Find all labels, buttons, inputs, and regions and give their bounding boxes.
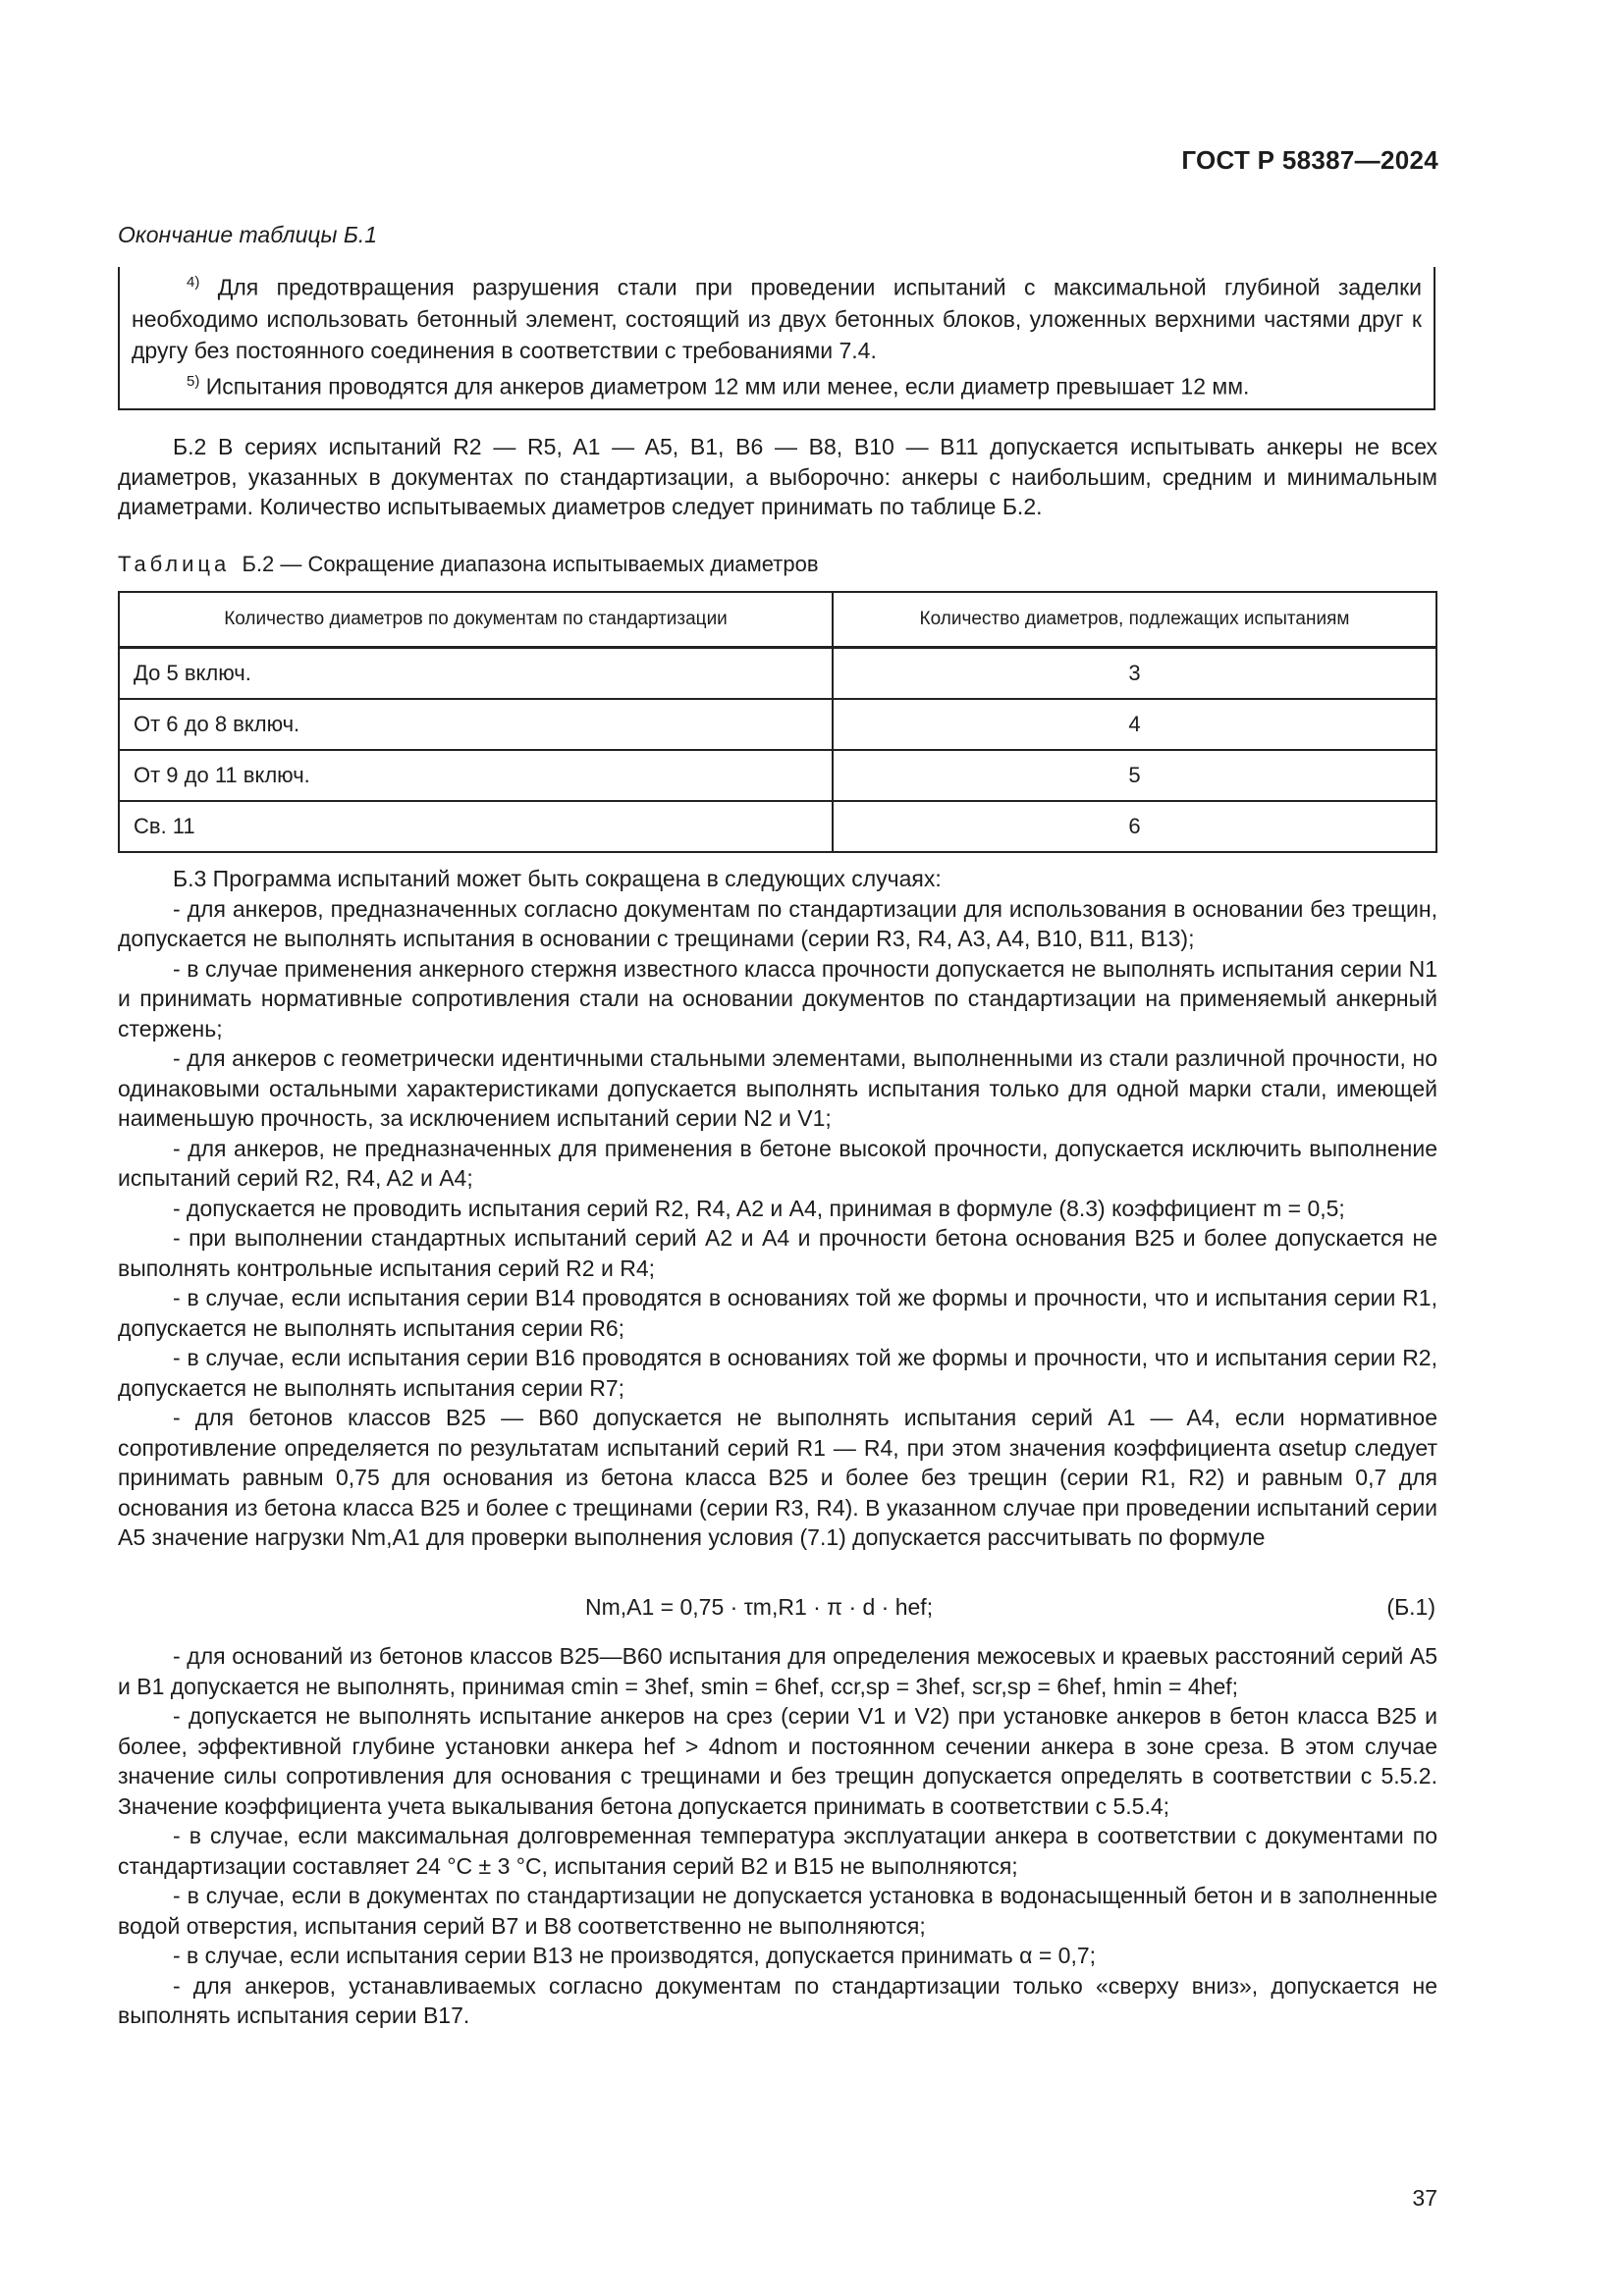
list-item: - при выполнении стандартных испытаний серий A2 и A4 и прочности бетона основания B25 и более допускается не выполнять контрольные испытания серий R2 и R4;: [118, 1225, 1437, 1281]
list-item: - в случае, если испытания серии B13 не производятся, допускается принимать α = 0,7;: [173, 1943, 1097, 1968]
table-b2-caption: [118, 552, 819, 577]
table-cell: 5: [833, 750, 1436, 801]
section-b3-intro: Б.3 Программа испытаний может быть сокращена в следующих случаях:: [173, 866, 942, 891]
table-caption-word: Таблица: [118, 552, 231, 576]
table-row: [119, 801, 1436, 852]
table-cell: 3: [833, 648, 1436, 700]
footnote-text: Испытания проводятся для анкеров диаметром 12 мм или менее, если диаметр превышает 12 мм.: [205, 373, 1250, 400]
list-item: - в случае, если в документах по стандартизации не допускается установка в водонасыщенный бетон и в заполненные водой отверстия, испытания серий B7 и B8 соответственно не выполняются;: [118, 1883, 1437, 1939]
footnote-4: [120, 267, 1434, 366]
footnote-mark: 4): [187, 274, 200, 291]
table-caption-title: Б.2 — Сокращение диапазона испытываемых диаметров: [242, 552, 819, 576]
table-row: [119, 699, 1436, 750]
list-item: - для анкеров, не предназначенных для применения в бетоне высокой прочности, допускается исключить выполнение испытаний серий R2, R4, A2 и A4;: [118, 1135, 1437, 1191]
list-item: - для бетонов классов B25 — B60 допускается не выполнять испытания серий A1 — A4, если нормативное сопротивление определяется по результатам испытаний серий R1 — R4, при этом значения коэффициента αsetup следует принимать равным 0,75 для основания из бетона класса B25 и более без трещин (серии R1, R2) и равным 0,7 для основания из бетона класса B25 и более с трещинами (серии R3, R4). В указанном случае при проведении испытаний серии A5 значение нагрузки Nm,A1 для проверки выполнения условия (7.1) допускается рассчитывать по формуле: [118, 1405, 1437, 1550]
table-row: [119, 648, 1436, 700]
formula-expression: Nm,A1 = 0,75 · τm,R1 · π · d · hef;: [585, 1594, 934, 1620]
list-item: - допускается не выполнять испытание анкеров на срез (серии V1 и V2) при установке анкеров в бетон класса B25 и более, эффективной глубине установки анкера hef > 4dnom и постоянном сечении анкера в зоне среза. В этом случае значение силы сопротивления для основания с трещинами и без трещин допускается определять в соответствии с 5.5.2. Значение коэффициента учета выкалывания бетона допускается принимать в соответствии с 5.5.4;: [118, 1703, 1437, 1819]
section-b2: [118, 432, 1437, 522]
list-item: - в случае, если испытания серии B16 проводятся в основаниях той же формы и прочности, что и испытания серии R2, допускается не выполнять испытания серии R7;: [118, 1345, 1437, 1401]
table-cell: От 6 до 8 включ.: [119, 699, 833, 750]
page-number: 37: [1412, 2185, 1437, 2211]
section-b3-continued: [118, 1641, 1437, 2031]
section-b3: [118, 864, 1437, 1553]
list-item: - для анкеров, устанавливаемых согласно документам по стандартизации только «сверху вниз», допускается не выполнять испытания серии B17.: [118, 1972, 1437, 2028]
column-header: Количество диаметров, подлежащих испытаниям: [833, 592, 1436, 648]
document-id: ГОСТ Р 58387—2024: [1181, 145, 1438, 175]
list-item: - для анкеров с геометрически идентичными стальными элементами, выполненными из стали различной прочности, но одинаковыми остальными характеристиками допускается выполнять испытания только для одной марки стали, имеющей наименьшую прочность, за исключением испытаний серии N2 и V1;: [118, 1045, 1437, 1131]
table-row: [119, 750, 1436, 801]
list-item: - допускается не проводить испытания серий R2, R4, A2 и A4, принимая в формуле (8.3) коэффициент m = 0,5;: [173, 1195, 1345, 1221]
list-item: - для оснований из бетонов классов B25—B60 испытания для определения межосевых и краевых расстояний серий A5 и B1 допускается не выполнять, принимая cmin = 3hef, smin = 6hef, ccr,sp = 3hef, scr,sp = 6hef, hmin = 4hef;: [118, 1643, 1437, 1699]
section-b2-text: Б.2 В сериях испытаний R2 — R5, A1 — A5, B1, B6 — B8, B10 — B11 допускается испытывать анкеры не всех диаметров, указанных в документах по стандартизации, а выборочно: анкеры с наибольшим, средним и минимальным диаметрами. Количество испытываемых диаметров следует принимать по таблице Б.2.: [118, 434, 1437, 519]
table-cell: От 9 до 11 включ.: [119, 750, 833, 801]
table-b1-footnotes: [118, 267, 1435, 410]
table-continuation-title: Окончание таблицы Б.1: [118, 222, 378, 247]
table-cell: До 5 включ.: [119, 648, 833, 700]
formula-number: (Б.1): [1386, 1594, 1435, 1620]
footnote-5: [120, 366, 1434, 402]
table-cell: 4: [833, 699, 1436, 750]
table-cell: 6: [833, 801, 1436, 852]
list-item: - в случае, если максимальная долговременная температура эксплуатации анкера в соответствии с документами по стандартизации составляет 24 °C ± 3 °C, испытания серий B2 и B15 не выполняются;: [118, 1823, 1437, 1879]
list-item: - в случае применения анкерного стержня известного класса прочности допускается не выполнять испытания серии N1 и принимать нормативные сопротивления стали на основании документов по стандартизации на применяемый анкерный стержень;: [118, 955, 1437, 1041]
list-item: - в случае, если испытания серии B14 проводятся в основаниях той же формы и прочности, что и испытания серии R1, допускается не выполнять испытания серии R6;: [118, 1285, 1437, 1341]
table-b2: [118, 591, 1437, 853]
footnote-mark: 5): [187, 372, 200, 390]
table-cell: Св. 11: [119, 801, 833, 852]
footnote-text: Для предотвращения разрушения стали при проведении испытаний с максимальной глубиной заделки необходимо использовать бетонный элемент, состоящий из двух бетонных блоков, уложенных верхними частями друг к другу без постоянного соединения в соответствии с требованиями 7.4.: [132, 274, 1422, 363]
column-header: Количество диаметров по документам по стандартизации: [119, 592, 833, 648]
list-item: - для анкеров, предназначенных согласно документам по стандартизации для использования в основании без трещин, допускается не выполнять испытания в основании с трещинами (серии R3, R4, A3, A4, B10, B11, B13);: [118, 895, 1437, 951]
table-header-row: [119, 592, 1436, 648]
